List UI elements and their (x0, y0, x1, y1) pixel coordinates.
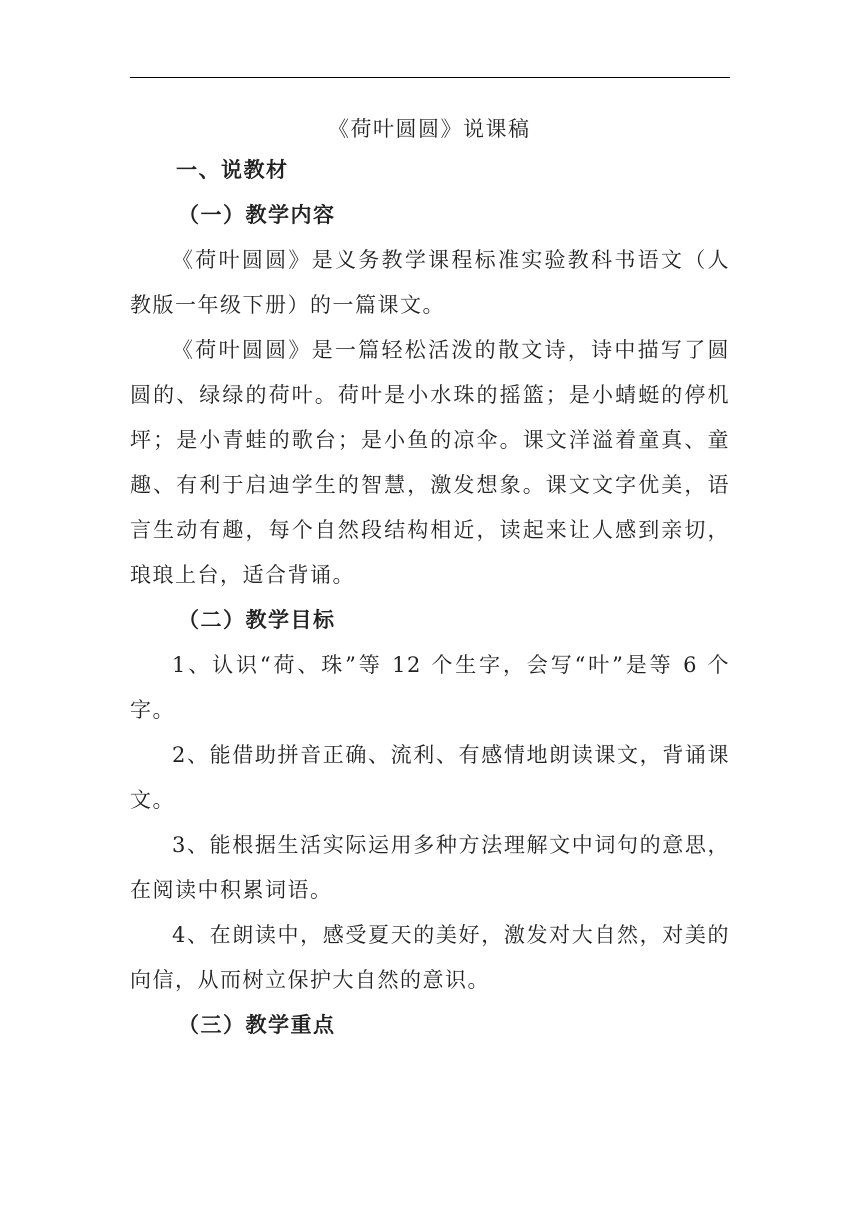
subsection-heading-teaching-content: （一）教学内容 (178, 203, 336, 227)
document-title: 《荷叶圆圆》说课稿 (328, 117, 531, 141)
paragraph-content-intro: 《荷叶圆圆》是义务教学课程标准实验教科书语文（人教版一年级下册）的一篇课文。 (130, 248, 730, 317)
goal-item-3: 3、能根据生活实际运用多种方法理解文中词句的意思，在阅读中积累词语。 (130, 833, 730, 902)
section-heading-teaching-material: 一、说教材 (176, 158, 289, 182)
subsection-heading-teaching-focus: （三）教学重点 (178, 1013, 336, 1037)
subsection-heading-teaching-goals: （二）教学目标 (178, 608, 336, 632)
paragraph-content-description: 《荷叶圆圆》是一篇轻松活泼的散文诗，诗中描写了圆圆的、绿绿的荷叶。荷叶是小水珠的摇篮；是小蜻蜓的停机坪；是小青蛙的歌台；是小鱼的凉伞。课文洋溢着童真、童趣、有利于启迪学生的智慧，激发想象。课文文字优美，语言生动有趣，每个自然段结构相近，读起来让人感到亲切，琅琅上台，适合背诵。 (130, 338, 730, 587)
header-rule (130, 77, 730, 78)
goal-item-1: 1、认识“荷、珠”等 12 个生字，会写“叶”是等 6 个字。 (130, 653, 730, 722)
goal-item-4: 4、在朗读中，感受夏天的美好，激发对大自然，对美的向信，从而树立保护大自然的意识。 (130, 923, 730, 992)
goal-item-2: 2、能借助拼音正确、流利、有感情地朗读课文，背诵课文。 (130, 743, 730, 812)
document-body (130, 110, 730, 1048)
